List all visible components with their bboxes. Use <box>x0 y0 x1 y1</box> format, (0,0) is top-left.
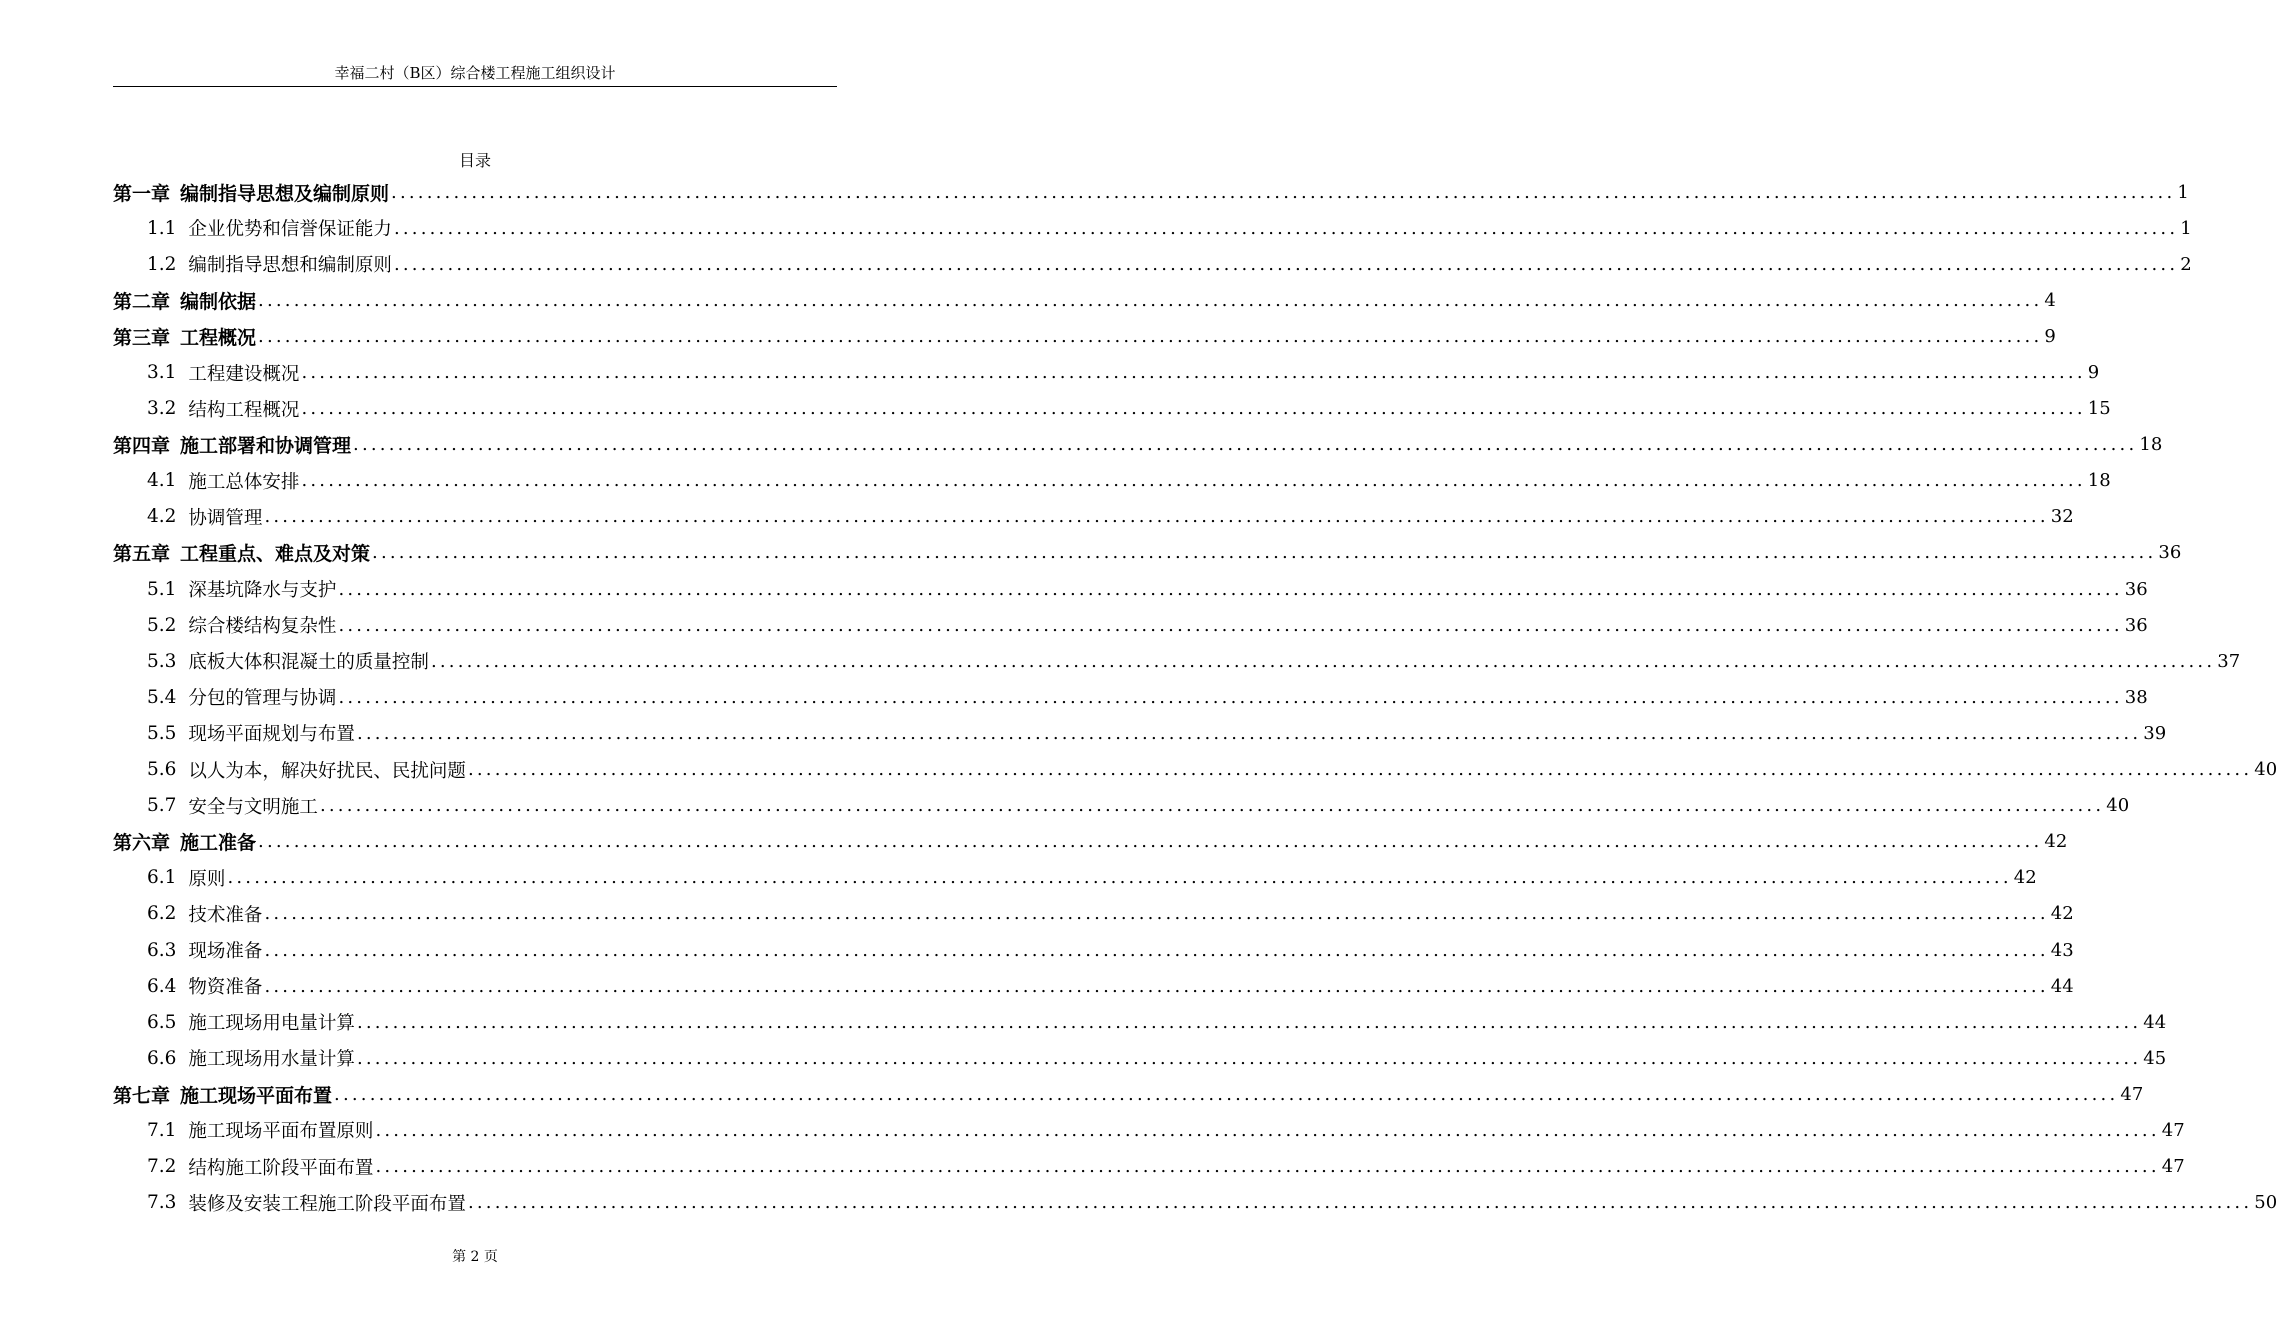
toc-section-entry[interactable] <box>113 860 2037 896</box>
toc-entry-number: 7.1 <box>147 1119 177 1141</box>
toc-entry-title: 企业优势和信誉保证能力 <box>188 219 392 241</box>
toc-leader-dots: ........................................................................................................................................................................................................ <box>301 398 2086 420</box>
toc-entry-title: 物资准备 <box>188 977 263 999</box>
toc-entry-number: 7.3 <box>147 1192 177 1214</box>
toc-entry-page: 47 <box>2120 1083 2144 1105</box>
toc-entry-page: 36 <box>2124 614 2148 636</box>
toc-entry-page: 1 <box>2180 217 2192 239</box>
toc-leader-dots: ........................................................................................................................................................................................................ <box>375 1119 2160 1141</box>
toc-leader-dots: ........................................................................................................................................................................................................ <box>372 542 2157 564</box>
toc-leader-dots: ........................................................................................................................................................................................................ <box>467 759 2253 781</box>
toc-entry-title: 现场平面规划与布置 <box>188 724 355 746</box>
toc-leader-dots: ........................................................................................................................................................................................................ <box>258 831 2043 853</box>
toc-entry-number: 3.1 <box>147 362 177 384</box>
page-number: 第 2 页 <box>452 1249 498 1265</box>
toc-leader-dots: ........................................................................................................................................................................................................ <box>338 686 2123 708</box>
toc-section-entry[interactable] <box>113 679 2148 715</box>
toc-entry-page: 36 <box>2158 542 2182 564</box>
toc-section-entry[interactable] <box>113 896 2074 932</box>
toc-leader-dots: ........................................................................................................................................................................................................ <box>353 434 2138 456</box>
toc-entry-title: 施工现场平面布置 <box>180 1084 333 1107</box>
toc-entry-number: 第五章 <box>113 543 171 566</box>
toc-chapter-entry[interactable] <box>113 174 2189 210</box>
toc-entry-page: 39 <box>2143 722 2167 744</box>
toc-section-entry[interactable] <box>113 354 2100 390</box>
toc-entry-number: 6.5 <box>147 1011 177 1033</box>
header-title: 幸福二村（B区）综合楼工程施工组织设计 <box>334 64 616 82</box>
toc-entry-title: 编制指导思想及编制原则 <box>180 182 390 205</box>
toc-entry-number: 7.2 <box>147 1156 177 1178</box>
toc-entry-page: 18 <box>2139 434 2163 456</box>
toc-leader-dots: ........................................................................................................................................................................................................ <box>258 289 2043 311</box>
toc-entry-title: 施工部署和协调管理 <box>180 435 352 458</box>
toc-entry-title: 安全与文明施工 <box>188 796 318 818</box>
toc-entry-title: 工程重点、难点及对策 <box>180 543 371 566</box>
toc-entry-number: 5.4 <box>147 686 177 708</box>
toc-entry-page: 37 <box>2217 650 2241 672</box>
toc-entry-page: 42 <box>2044 831 2068 853</box>
toc-section-entry[interactable] <box>113 968 2074 1004</box>
toc-chapter-entry[interactable] <box>113 824 2068 860</box>
toc-leader-dots: ........................................................................................................................................................................................................ <box>338 578 2123 600</box>
toc-entry-number: 第一章 <box>113 182 171 205</box>
toc-section-entry[interactable] <box>113 1149 2185 1185</box>
page-footer <box>0 1246 950 1266</box>
toc-chapter-entry[interactable] <box>113 427 2163 463</box>
toc-entry-page: 50 <box>2254 1192 2277 1214</box>
toc-entry-page: 18 <box>2087 470 2111 492</box>
toc-section-entry[interactable] <box>113 246 2192 282</box>
toc-entry-number: 3.2 <box>147 398 177 420</box>
toc-entry-title: 协调管理 <box>188 507 263 529</box>
toc-entry-number: 1.1 <box>147 217 177 239</box>
toc-entry-page: 44 <box>2143 1011 2167 1033</box>
toc-entry-number: 4.2 <box>147 506 177 528</box>
toc-entry-title: 施工准备 <box>180 832 257 855</box>
toc-leader-dots: ........................................................................................................................................................................................................ <box>375 1156 2160 1178</box>
toc-leader-dots: ........................................................................................................................................................................................................ <box>356 1047 2142 1069</box>
toc-entry-page: 9 <box>2087 362 2100 384</box>
table-of-contents <box>113 174 2277 1221</box>
toc-leader-dots: ........................................................................................................................................................................................................ <box>264 506 2049 528</box>
toc-chapter-entry[interactable] <box>113 282 2056 318</box>
toc-entry-title: 深基坑降水与支护 <box>188 580 337 602</box>
toc-entry-page: 47 <box>2161 1156 2185 1178</box>
toc-section-entry[interactable] <box>113 1040 2167 1076</box>
toc-entry-number: 第三章 <box>113 326 171 349</box>
toc-entry-title: 分包的管理与协调 <box>188 688 337 710</box>
toc-chapter-entry[interactable] <box>113 1076 2144 1112</box>
toc-leader-dots: ........................................................................................................................................................................................................ <box>258 325 2043 347</box>
toc-chapter-entry[interactable] <box>113 535 2182 571</box>
toc-section-entry[interactable] <box>113 1185 2277 1221</box>
toc-entry-number: 第六章 <box>113 832 171 855</box>
toc-entry-number: 6.6 <box>147 1047 177 1069</box>
toc-entry-title: 技术准备 <box>188 904 263 926</box>
toc-entry-number: 5.7 <box>147 795 177 817</box>
page-header <box>113 60 837 87</box>
toc-leader-dots: ........................................................................................................................................................................................................ <box>334 1083 2119 1105</box>
toc-leader-dots: ........................................................................................................................................................................................................ <box>356 722 2142 744</box>
toc-entry-title: 编制依据 <box>180 290 257 313</box>
toc-entry-number: 5.3 <box>147 650 177 672</box>
toc-section-entry[interactable] <box>113 715 2167 751</box>
toc-entry-title: 装修及安装工程施工阶段平面布置 <box>188 1193 466 1215</box>
toc-entry-page: 45 <box>2143 1047 2167 1069</box>
toc-entry-page: 2 <box>2180 253 2192 275</box>
toc-section-entry[interactable] <box>113 788 2130 824</box>
toc-entry-number: 第二章 <box>113 290 171 313</box>
toc-entry-number: 4.1 <box>147 470 177 492</box>
toc-entry-page: 38 <box>2124 686 2148 708</box>
toc-leader-dots: ........................................................................................................................................................................................................ <box>301 470 2086 492</box>
toc-entry-page: 4 <box>2044 289 2056 311</box>
toc-entry-title: 综合楼结构复杂性 <box>188 616 337 638</box>
toc-leader-dots: ........................................................................................................................................................................................................ <box>227 867 2012 889</box>
toc-entry-page: 42 <box>2050 903 2074 925</box>
toc-section-entry[interactable] <box>113 932 2074 968</box>
toc-section-entry[interactable] <box>113 463 2111 499</box>
toc-entry-title: 结构施工阶段平面布置 <box>188 1157 374 1179</box>
toc-entry-page: 40 <box>2254 759 2277 781</box>
toc-section-entry[interactable] <box>113 1004 2167 1040</box>
toc-entry-page: 9 <box>2044 325 2056 347</box>
toc-section-entry[interactable] <box>113 643 2241 679</box>
toc-entry-page: 42 <box>2013 867 2037 889</box>
toc-leader-dots: ........................................................................................................................................................................................................ <box>391 181 2176 203</box>
toc-entry-number: 5.5 <box>147 722 177 744</box>
toc-entry-title: 工程概况 <box>180 326 257 349</box>
toc-leader-dots: ........................................................................................................................................................................................................ <box>319 795 2105 817</box>
toc-entry-page: 32 <box>2050 506 2074 528</box>
toc-entry-number: 6.4 <box>147 975 177 997</box>
toc-leader-dots: ........................................................................................................................................................................................................ <box>467 1192 2253 1214</box>
toc-entry-title: 以人为本，解决好扰民、民扰问题 <box>188 760 466 782</box>
toc-leader-dots: ........................................................................................................................................................................................................ <box>264 903 2049 925</box>
toc-entry-number: 6.1 <box>147 867 177 889</box>
toc-leader-dots: ........................................................................................................................................................................................................ <box>393 253 2179 275</box>
toc-leader-dots: ........................................................................................................................................................................................................ <box>338 614 2123 636</box>
toc-leader-dots: ........................................................................................................................................................................................................ <box>430 650 2216 672</box>
toc-section-entry[interactable] <box>113 607 2148 643</box>
toc-entry-title: 原则 <box>188 868 226 890</box>
toc-entry-title: 施工现场用电量计算 <box>188 1013 355 1035</box>
toc-entry-title: 现场准备 <box>188 941 263 963</box>
toc-leader-dots: ........................................................................................................................................................................................................ <box>264 939 2049 961</box>
toc-leader-dots: ........................................................................................................................................................................................................ <box>393 217 2179 239</box>
toc-entry-title: 施工现场用水量计算 <box>188 1049 355 1071</box>
toc-section-entry[interactable] <box>113 571 2148 607</box>
toc-entry-page: 44 <box>2050 975 2074 997</box>
toc-section-entry[interactable] <box>113 499 2074 535</box>
toc-entry-number: 第四章 <box>113 435 171 458</box>
toc-entry-page: 1 <box>2177 181 2189 203</box>
toc-entry-title: 结构工程概况 <box>188 399 300 421</box>
toc-entry-number: 5.6 <box>147 759 177 781</box>
toc-entry-title: 工程建设概况 <box>188 363 300 385</box>
toc-entry-number: 1.2 <box>147 253 177 275</box>
toc-entry-number: 6.3 <box>147 939 177 961</box>
toc-section-entry[interactable] <box>113 1112 2185 1148</box>
toc-entry-number: 第七章 <box>113 1084 171 1107</box>
toc-entry-number: 5.2 <box>147 614 177 636</box>
toc-entry-number: 5.1 <box>147 578 177 600</box>
toc-entry-title: 施工总体安排 <box>188 471 300 493</box>
toc-chapter-entry[interactable] <box>113 318 2056 354</box>
toc-section-entry[interactable] <box>113 391 2111 427</box>
toc-entry-title: 施工现场平面布置原则 <box>188 1121 374 1143</box>
toc-entry-title: 编制指导思想和编制原则 <box>188 255 392 277</box>
toc-leader-dots: ........................................................................................................................................................................................................ <box>264 975 2049 997</box>
toc-entry-page: 40 <box>2106 795 2130 817</box>
toc-title: 目录 <box>458 151 491 170</box>
toc-leader-dots: ........................................................................................................................................................................................................ <box>301 362 2086 384</box>
toc-entry-page: 47 <box>2161 1119 2185 1141</box>
toc-leader-dots: ........................................................................................................................................................................................................ <box>356 1011 2142 1033</box>
toc-entry-page: 43 <box>2050 939 2074 961</box>
toc-section-entry[interactable] <box>113 752 2277 788</box>
toc-section-entry[interactable] <box>113 210 2192 246</box>
toc-entry-page: 36 <box>2124 578 2148 600</box>
toc-entry-number: 6.2 <box>147 903 177 925</box>
toc-entry-page: 15 <box>2087 398 2111 420</box>
toc-entry-title: 底板大体积混凝土的质量控制 <box>188 652 429 674</box>
